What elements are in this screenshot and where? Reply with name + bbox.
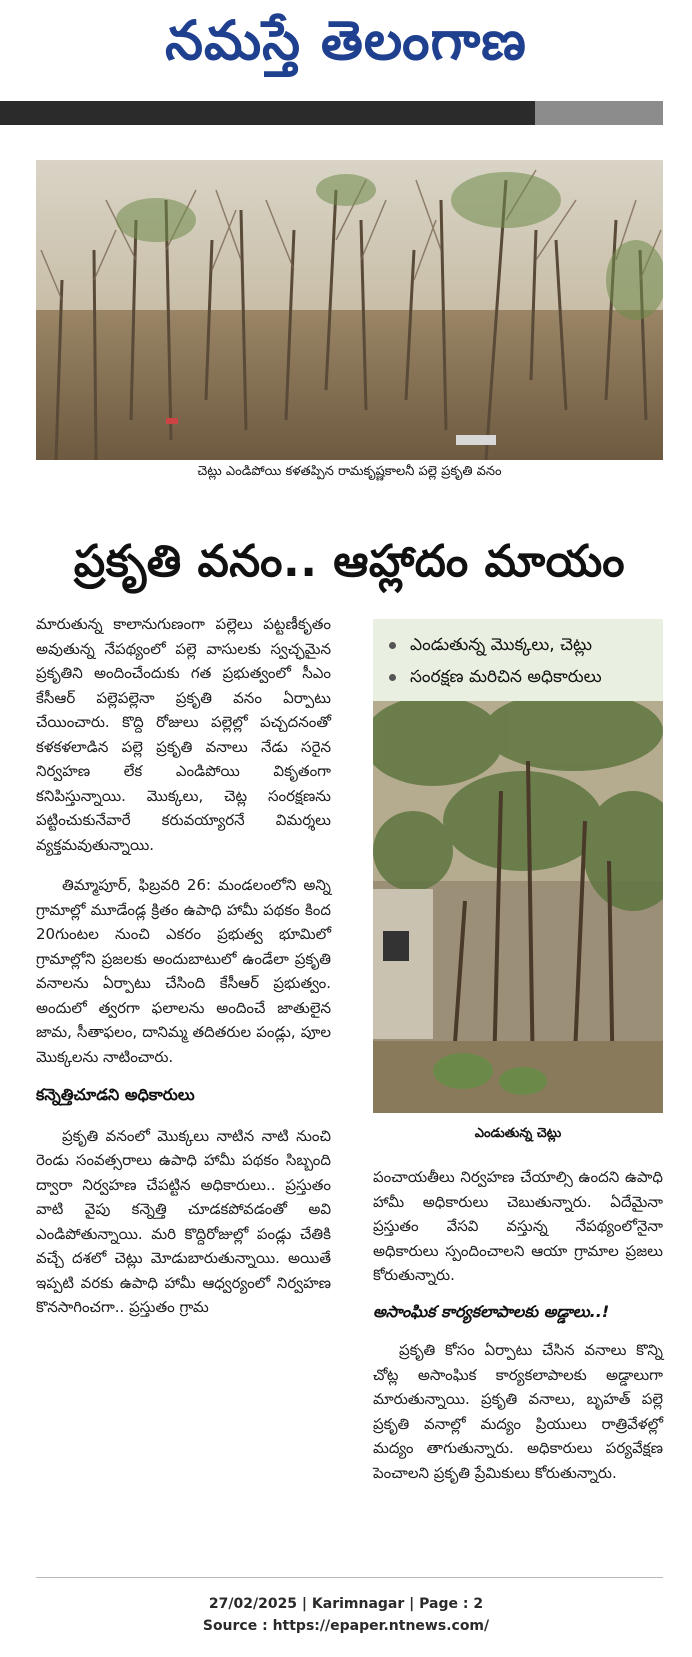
headline: ప్రకృతి వనం.. ఆహ్లాదం మాయం [73, 536, 626, 587]
article-paragraph: ప్రకృతి వనంలో మొక్కలు నాటిన నాటి నుంచి రెండు సంవత్సరాలు ఉపాధి హామీ పథకం సిబ్బంది ద్వారా నిర్వహణ చేపట్టిన అధికారులు.. ప్రస్తుతం వాటి వైపు కన్నెత్తి చూడకపోవడంతో అవి ఎండిపోతున్నాయి. మరి కొద్దిరోజుల్లో పండ్లు చేతికి వచ్చే దశలో చెట్లు మోడుబారుతున్నాయి. అయితే ఇప్పటి వరకు ఉపాధి హామీ ఆధ్వర్యంలో నిర్వహణ కొనసాగించగా.. ప్రస్తుతం గ్రామ [36, 1126, 331, 1316]
footer-divider [36, 1577, 663, 1578]
masthead-bar-gray [535, 101, 663, 125]
photo-dry-forest [36, 160, 663, 460]
footer-dateline: 27/02/2025 | Karimnagar | Page : 2 [208, 1596, 484, 1612]
article-paragraph: ప్రకృతి కోసం ఏర్పాటు చేసిన వనాలు కొన్ని చోట్ల అసాంఘిక కార్యకలాపాలకు అడ్డాలుగా మారుతున్నాయి. ప్రకృతి వనాలు, బృహత్ పల్లె ప్రకృతి వనాల్లో మద్యం ప్రియులు రాత్రివేళల్లో మద్యం తాగుతున్నారు. అధికారులు పర్యవేక్షణ పెంచాలని ప్రకృతి ప్రేమికులు కోరుతున్నారు. [373, 1341, 663, 1482]
article-column-left [36, 612, 331, 1320]
bullet-icon [389, 674, 396, 681]
article-paragraph: పంచాయతీలు నిర్వహణ చేయాల్సి ఉందని ఉపాధి హామీ అధికారులు చెబుతున్నారు. ఏదేమైనా ప్రస్తుతం వేసవి వస్తున్న నేపథ్యంలోనైనా అధికారులు స్పందించాలని ఆయా గ్రామాల ప్రజలు కోరుతున్నారు. [373, 1168, 663, 1284]
photo-right-caption: ఎండుతున్న చెట్లు [474, 1126, 562, 1141]
masthead-bar-dark [0, 101, 535, 125]
footer-source: Source : https://epaper.ntnews.com/ [202, 1618, 490, 1634]
article-intro: మారుతున్న కాలానుగుణంగా పల్లెలు పట్టణీకృతం అవుతున్న నేపథ్యంలో పల్లె వాసులకు స్వచ్ఛమైన ప్రకృతిని అందించేందుకు గత ప్రభుత్వంలో సీఎం కేసీఆర్ పల్లెపల్లెనా ప్రకృతి వనం ఏర్పాటు చేయించారు. కొద్ది రోజులు పల్లెల్లో పచ్చదనంతో కళకళలాడిన పల్లె ప్రకృతి వనాలు నేడు సరైన నిర్వహణ లేక ఎండిపోయి వికృతంగా కనిపిస్తున్నాయి. మొక్కలు, చెట్ల సంరక్షణను పట్టించుకునేవారే కరువయ్యారనే విమర్శలు వ్యక్తమవుతున్నాయి. [36, 615, 331, 854]
highlight-item: ఎండుతున్న మొక్కలు, చెట్లు [389, 629, 663, 661]
section-subhead: అసాంఘిక కార్యకలాపాలకు అడ్డాలు..! [373, 1301, 610, 1321]
article-column-right [373, 1165, 663, 1485]
section-subhead: కన్నెత్తిచూడని అధికారులు [36, 1085, 195, 1104]
highlight-item: సంరక్షణ మరిచిన అధికారులు [389, 661, 663, 693]
photo-drying-trees [373, 701, 663, 1113]
bullet-icon [389, 642, 396, 649]
masthead-logo: నమస్తే తెలంగాణ [165, 9, 527, 72]
article-paragraph: తిమ్మాపూర్, ఫిబ్రవరి 26: మండలంలోని అన్ని గ్రామాల్లో మూడేండ్ల క్రితం ఉపాధి హామీ పథకం కింద 20గుంటల నుంచి ఎకరం ప్రభుత్వ భూమిలో గ్రామాల్లోని ప్రజలకు అందుబాటులో ఉండేలా ప్రకృతి వనాలను ఏర్పాటు చేసింది కేసీఆర్ ప్రభుత్వం. అందులో త్వరగా ఫలాలను అందించే జాతులైన జామ, సీతాఫలం, దానిమ్మ తదితరుల పండ్లు, పూల మొక్కలను నాటించారు. [36, 876, 331, 1066]
highlights-box [373, 619, 663, 701]
photo-top-caption: చెట్లు ఎండిపోయి కళతప్పిన రామకృష్ణకాలనీ పల్లె ప్రకృతి వనం [197, 464, 502, 479]
